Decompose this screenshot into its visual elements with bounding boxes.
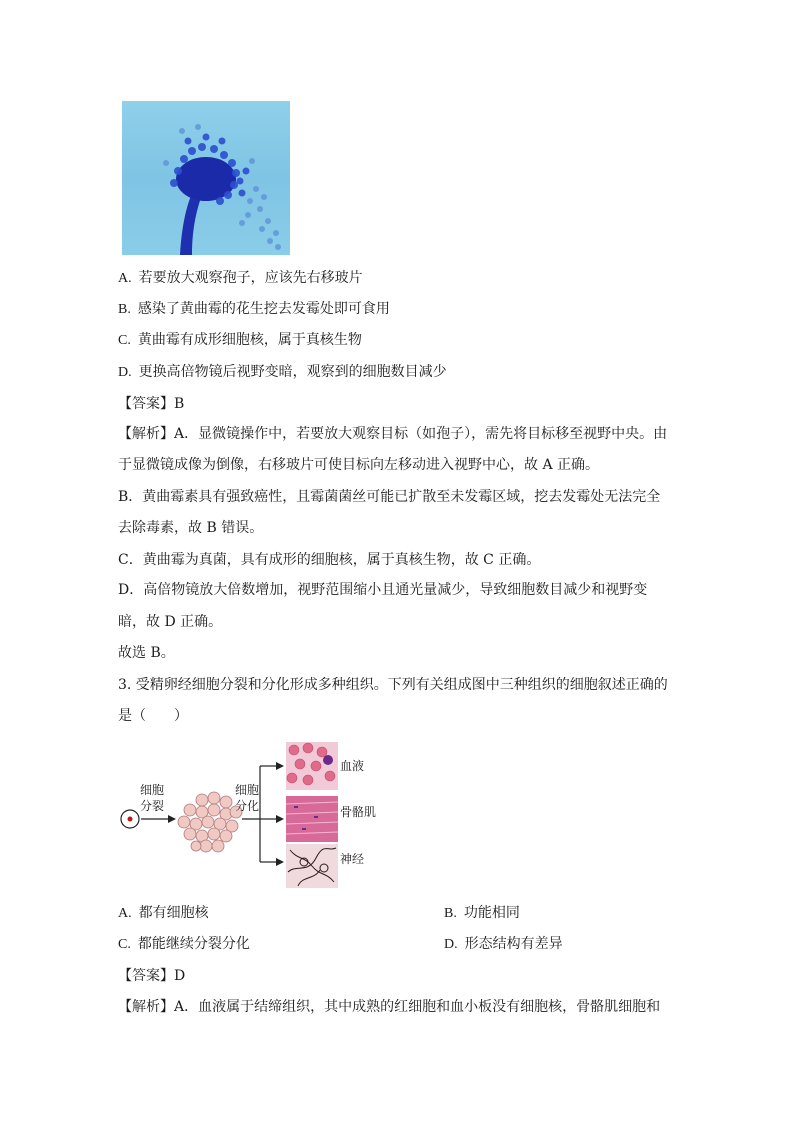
aspergillus-micrograph xyxy=(122,101,290,255)
option-b: B. 功能相同 xyxy=(444,905,520,921)
answer-label: 【答案】D xyxy=(118,968,186,984)
tissue-label-nerve: 神经 xyxy=(340,852,365,866)
analysis-line: 故选 B。 xyxy=(118,645,175,661)
option-b: B. 感染了黄曲霉的花生挖去发霉处即可食用 xyxy=(118,301,390,317)
option-c: C. 都能继续分裂分化 xyxy=(118,936,250,952)
analysis-line: 去除毒素，故 B 错误。 xyxy=(118,520,264,536)
option-a: A. 若要放大观察孢子，应该先右移玻片 xyxy=(118,270,363,286)
analysis-line: 暗，故 D 正确。 xyxy=(118,614,223,630)
analysis-line: C．黄曲霉为真菌，具有成形的细胞核，属于真核生物，故 C 正确。 xyxy=(118,552,541,568)
analysis-line: B．黄曲霉素具有强致癌性，且霉菌菌丝可能已扩散至未发霉区域，挖去发霉处无法完全 xyxy=(118,489,661,505)
option-d: D. 形态结构有差异 xyxy=(444,936,563,952)
step-label-differentiation: 细胞 分化 xyxy=(235,783,260,813)
option-c: C. 黄曲霉有成形细胞核，属于真核生物 xyxy=(118,332,362,348)
tissue-label-blood: 血液 xyxy=(340,759,365,773)
analysis-line: D．高倍物镜放大倍数增加，视野范围缩小且通光量减少，导致细胞数目减少和视野变 xyxy=(118,582,648,598)
option-a: A. 都有细胞核 xyxy=(118,905,209,921)
option-d: D. 更换高倍物镜后视野变暗，观察到的细胞数目减少 xyxy=(118,364,447,380)
analysis-line: 【解析】A．显微镜操作中，若要放大观察目标（如孢子），需先将目标移至视野中央。由 xyxy=(118,426,668,442)
tissue-label-skeletal-muscle: 骨骼肌 xyxy=(340,805,377,819)
question-stem: 3. 受精卵经细胞分裂和分化形成多种组织。下列有关组成图中三种组织的细胞叙述正确的 xyxy=(118,677,668,693)
analysis-line: 【解析】A．血液属于结缔组织，其中成熟的红细胞和血小板没有细胞核，骨骼肌细胞和 xyxy=(118,999,661,1015)
question-stem: 是（ ） xyxy=(118,708,188,724)
step-label-division: 细胞 分裂 xyxy=(140,783,165,813)
answer-label: 【答案】B xyxy=(118,396,185,412)
differentiation-diagram xyxy=(118,740,378,890)
analysis-line: 于显微镜成像为倒像，右移玻片可使目标向左移动进入视野中心，故 A 正确。 xyxy=(118,457,600,473)
